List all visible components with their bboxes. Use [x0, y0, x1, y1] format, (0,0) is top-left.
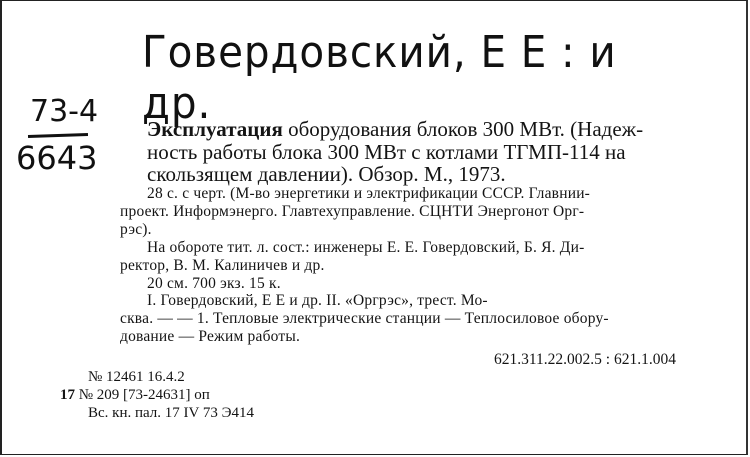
body-line-4: На обороте тит. л. сост.: инженеры Е. Е. Говердовский, Б. Я. Ди-: [147, 239, 585, 256]
title-line-1: [147, 118, 643, 140]
registry-line-3: Вс. кн. пал. 17 IV 73 Э414: [88, 405, 254, 421]
body-line-3: рэс).: [120, 221, 152, 238]
body-line-7: I. Говердовский, Е Е и др. II. «Оргрэс», трест. Мо-: [147, 292, 488, 309]
body-line-1: 28 с. с черт. (М-во энергетики и электрификации СССР. Главнии-: [147, 185, 591, 202]
registry-line-2: [60, 387, 210, 404]
udc-classification: 621.311.22.002.5 : 621.1.004: [494, 351, 676, 368]
handwritten-underline: [28, 133, 88, 138]
body-line-8: сква. — — 1. Тепловые электрические станции — Теплосиловое обору-: [120, 310, 609, 327]
handwritten-author-name: Говердовский, Е Е : и др.: [142, 27, 617, 129]
title-line-2: ность работы блока 300 МВт с котлами ТГМП-114 на: [147, 140, 626, 164]
registry-line-2-text: № 209 [73-24631] оп: [78, 387, 210, 403]
body-line-6: 20 см. 700 экз. 15 к.: [147, 275, 281, 292]
handwritten-shelf-code-bottom: 6643: [16, 139, 98, 177]
title-line-1-rest: оборудования блоков 300 МВт. (Надеж-: [282, 117, 644, 141]
body-line-2: проект. Информэнерго. Главтехуправление. СЦНТИ Энергонот Орг-: [120, 203, 585, 220]
registry-line-1: № 12461 16.4.2: [88, 369, 185, 385]
title-line-3: скользящем давлении). Обзор. М., 1973.: [147, 162, 506, 186]
registry-prefix: 17: [60, 387, 75, 403]
body-line-5: ректор, В. М. Калиничев и др.: [120, 257, 325, 274]
body-line-9: дование — Режим работы.: [120, 328, 301, 345]
handwritten-shelf-code-top: 73-4: [30, 94, 99, 129]
title-lead-word: Эксплуатация: [147, 117, 283, 141]
